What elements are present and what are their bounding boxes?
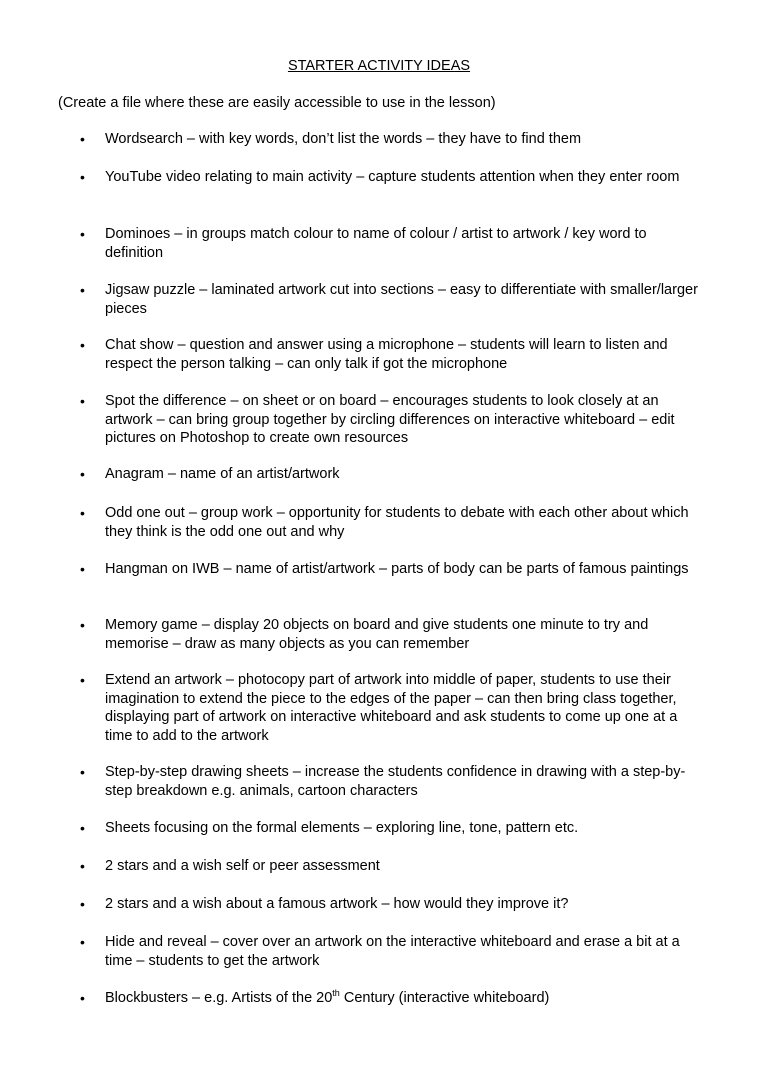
last-item-text: Blockbusters – e.g. Artists of the 20 <box>105 990 333 1006</box>
list-item: Jigsaw puzzle – laminated artwork cut into sections – easy to differentiate with smaller/larger pieces <box>105 282 698 317</box>
list-item: 2 stars and a wish about a famous artwork – how would they improve it? <box>105 896 569 912</box>
bullet-icon: • <box>80 896 85 912</box>
list-item: Hangman on IWB – name of artist/artwork – parts of body can be parts of famous paintings <box>105 561 689 577</box>
bullet-icon: • <box>80 764 85 780</box>
last-item-text-end: Century (interactive whiteboard) <box>339 990 550 1006</box>
list-item-last <box>105 989 705 1008</box>
intro-text: (Create a file where these are easily accessible to use in the lesson) <box>58 95 496 111</box>
list-item: Chat show – question and answer using a microphone – students will learn to listen and respect the person talking – can only talk if got the microphone <box>105 337 668 372</box>
page-title: STARTER ACTIVITY IDEAS <box>287 58 471 74</box>
bullet-icon: • <box>80 226 85 242</box>
list-item: Anagram – name of an artist/artwork <box>105 466 340 482</box>
ordinal-suffix: th <box>332 988 340 999</box>
bullet-icon: • <box>80 505 85 521</box>
bullet-icon: • <box>80 820 85 836</box>
list-item: Spot the difference – on sheet or on board – encourages students to look closely at an artwork – can bring group together by circling differences on interactive whiteboard – edit pictures on Photoshop to create own resources <box>105 393 675 446</box>
bullet-icon: • <box>80 672 85 688</box>
bullet-icon: • <box>80 466 85 482</box>
list-item: Memory game – display 20 objects on board and give students one minute to try and memorise – draw as many objects as you can remember <box>105 617 649 652</box>
bullet-icon: • <box>80 858 85 874</box>
bullet-icon: • <box>80 337 85 353</box>
list-item: Hide and reveal – cover over an artwork on the interactive whiteboard and erase a bit at a time – students to get the artwork <box>105 934 680 969</box>
bullet-icon: • <box>80 282 85 298</box>
list-item: 2 stars and a wish self or peer assessment <box>105 858 380 874</box>
list-item: Dominoes – in groups match colour to name of colour / artist to artwork / key word to definition <box>105 226 647 261</box>
bullet-icon: • <box>80 131 85 147</box>
bullet-icon: • <box>80 617 85 633</box>
list-item: Extend an artwork – photocopy part of artwork into middle of paper, students to use their imagination to extend the piece to the edges of the paper – can then bring class together, displaying part of artwork on interactive whiteboard and ask students to come up one at a time to add to the artwork <box>105 672 678 744</box>
list-item: YouTube video relating to main activity – capture students attention when they enter room <box>105 169 680 185</box>
bullet-icon: • <box>80 561 85 577</box>
bullet-icon: • <box>80 934 85 950</box>
bullet-icon: • <box>80 990 85 1006</box>
list-item: Wordsearch – with key words, don’t list the words – they have to find them <box>105 131 582 147</box>
bullet-icon: • <box>80 169 85 185</box>
list-item: Step-by-step drawing sheets – increase the students confidence in drawing with a step-by-step breakdown e.g. animals, cartoon characters <box>105 764 686 799</box>
bullet-icon: • <box>80 393 85 409</box>
list-item: Sheets focusing on the formal elements – exploring line, tone, pattern etc. <box>105 820 579 836</box>
list-item: Odd one out – group work – opportunity for students to debate with each other about which they think is the odd one out and why <box>105 505 689 540</box>
